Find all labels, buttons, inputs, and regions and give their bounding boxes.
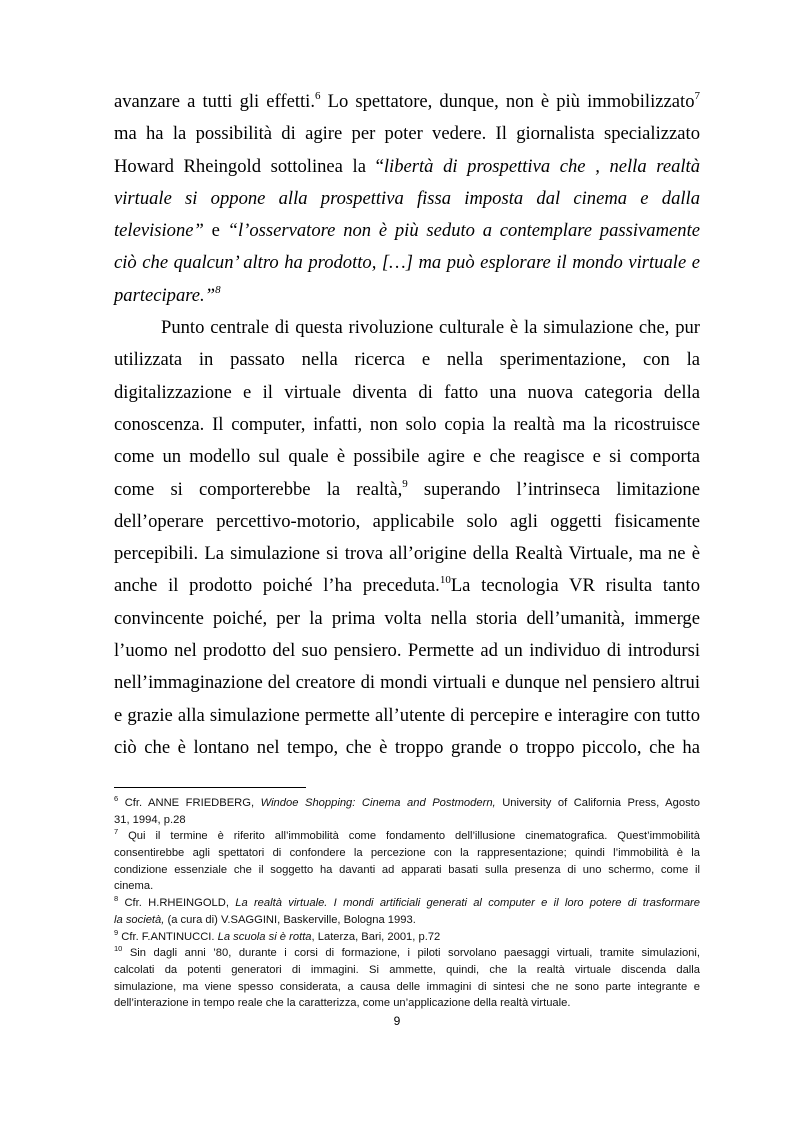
text-line: dell’operare percettivo-motorio, applicabile solo agli oggetti fisicamente bbox=[114, 510, 700, 532]
footnote-line bbox=[114, 795, 700, 812]
footnote-ref-8[interactable]: 8 bbox=[215, 283, 221, 296]
footnote-line bbox=[114, 929, 700, 946]
footnote-line: dell’interazione in tempo reale che la caratterizza, come un’applicazione della realtà virtuale. bbox=[114, 997, 571, 1010]
footnote-line: cinema. bbox=[114, 880, 154, 893]
footnote-ref-10[interactable]: 10 bbox=[439, 574, 451, 587]
footnote-ref-7[interactable]: 7 bbox=[694, 90, 700, 102]
text-line bbox=[114, 215, 700, 247]
footnote-number: 10 bbox=[114, 944, 123, 954]
quote-run: televisione” bbox=[114, 220, 204, 242]
text-run: anche il prodotto poiché l’ha preceduta. bbox=[114, 575, 440, 597]
footnote-line: 31, 1994, p.28 bbox=[114, 813, 186, 826]
text-line: ciò che qualcun’ altro ha prodotto, […] ma può esplorare il mondo virtuale e bbox=[114, 252, 700, 274]
text-line: l’uomo nel prodotto del suo pensiero. Permette ad un individuo di introdursi bbox=[114, 640, 700, 662]
text-run: superando l’intrinseca limitazione bbox=[407, 478, 700, 500]
footnote-ref-6[interactable]: 6 bbox=[315, 90, 321, 102]
text-run: Qui il termine è riferito all’immobilità come fondamento dell’illusione cinematografica. Quest’immobilità bbox=[118, 830, 700, 843]
text-line: nell’immaginazione del creatore di mondi virtuali e dunque nel pensiero altrui bbox=[114, 672, 700, 694]
footnote-number: 6 bbox=[114, 794, 119, 803]
citation-title: la società, bbox=[114, 913, 165, 926]
footnote-number: 8 bbox=[114, 894, 119, 904]
quote-run: partecipare.” bbox=[114, 284, 216, 306]
text-run: Cfr. F.ANTINUCCI. bbox=[118, 930, 218, 943]
text-run: University of California Press, Agosto bbox=[495, 797, 700, 809]
text-line: utilizzata in passato nella ricerca e nella sperimentazione, con la bbox=[114, 349, 700, 371]
text-line: convincente poiché, per la prima volta nella storia dell’umanità, immerge bbox=[114, 607, 700, 629]
text-line: ma ha la possibilità di agire per poter vedere. Il giornalista specializzato bbox=[114, 123, 700, 145]
text-run: Lo spettatore, dunque, non è più immobilizzato bbox=[320, 91, 695, 112]
footnote-line bbox=[114, 828, 700, 845]
text-line: e grazie alla simulazione permette all’utente di percepire e interagire con tutto bbox=[114, 704, 700, 726]
footnotes bbox=[114, 795, 700, 1012]
citation-title: La scuola si è rotta bbox=[217, 930, 312, 943]
text-line: come un modello sul quale è possibile agire e che reagisce e si comporta bbox=[114, 446, 700, 468]
footnote-line: calcolati da potenti generatori di immagini. Si ammette, quindi, che la realtà virtuale discenda dalla bbox=[114, 963, 700, 976]
text-line bbox=[114, 151, 700, 183]
footnote-line: simulazione, ma viene spesso considerata, a causa delle immagini di sintesi che ne sono parte integrante e bbox=[114, 980, 700, 993]
footnote-divider bbox=[114, 787, 306, 788]
footnote-line bbox=[114, 912, 700, 929]
footnote-ref-9[interactable]: 9 bbox=[402, 477, 408, 490]
citation-title: La realtà virtuale. I mondi artificiali generati al computer e il loro potere di trasformare bbox=[235, 897, 700, 910]
quote-run: “l’osservatore non è più seduto a contemplare passivamente bbox=[227, 220, 700, 242]
text-run: (a cura di) V.SAGGINI, Baskerville, Bologna 1993. bbox=[164, 913, 416, 926]
text-run: come si comporterebbe la realtà, bbox=[114, 478, 403, 500]
text-line: conoscenza. Il computer, infatti, non solo copia la realtà ma la ricostruisce bbox=[114, 413, 700, 435]
footnote-line bbox=[114, 945, 700, 962]
text-line bbox=[114, 474, 700, 506]
footnote-number: 7 bbox=[114, 827, 119, 837]
footnote-line: condizione essenziale che il soggetto ha davanti ad apparati basati sulla presenza di uno schermo, come il bbox=[114, 863, 700, 876]
text-run: , Laterza, Bari, 2001, p.72 bbox=[311, 930, 441, 943]
footnote-line: consentirebbe agli spettatori di confondere la percezione con la rappresentazione; quindi l’immobilità è la bbox=[114, 847, 700, 860]
citation-title: Windoe Shopping: Cinema and Postmodern, bbox=[260, 797, 496, 809]
text-line: ciò che è lontano nel tempo, che è troppo grande o troppo piccolo, che ha bbox=[114, 736, 700, 758]
text-line: Punto centrale di questa rivoluzione culturale è la simulazione che, pur bbox=[161, 317, 700, 339]
text-line bbox=[114, 280, 700, 312]
text-line bbox=[114, 570, 700, 602]
text-run: avanzare a tutti gli effetti. bbox=[114, 91, 315, 112]
text-line: percepibili. La simulazione si trova all’origine della Realtà Virtuale, ma ne è bbox=[114, 543, 700, 565]
text-run: La tecnologia VR risulta tanto bbox=[450, 575, 701, 597]
footnote-number: 9 bbox=[114, 927, 119, 937]
text-line: virtuale si oppone alla prospettiva fissa imposta dal cinema e dalla bbox=[114, 187, 700, 209]
text-line: digitalizzazione e il virtuale diventa di fatto una nuova categoria della bbox=[114, 381, 700, 403]
body-text bbox=[114, 86, 700, 764]
text-run: Sin dagli anni ’80, durante i corsi di formazione, i piloti sorvolano paesaggi virtuali, tramite simulazioni, bbox=[122, 947, 700, 960]
page-number: 9 bbox=[393, 1014, 401, 1028]
quote-run: libertà di prospettiva che , nella realtà bbox=[383, 155, 700, 177]
text-line bbox=[114, 86, 700, 118]
text-run: Cfr. ANNE FRIEDBERG, bbox=[118, 797, 261, 809]
text-run: e bbox=[203, 220, 228, 242]
footnote-line bbox=[114, 895, 700, 912]
text-run: Cfr. H.RHEINGOLD, bbox=[118, 897, 236, 910]
text-run: Howard Rheingold sottolinea la “ bbox=[114, 155, 384, 177]
